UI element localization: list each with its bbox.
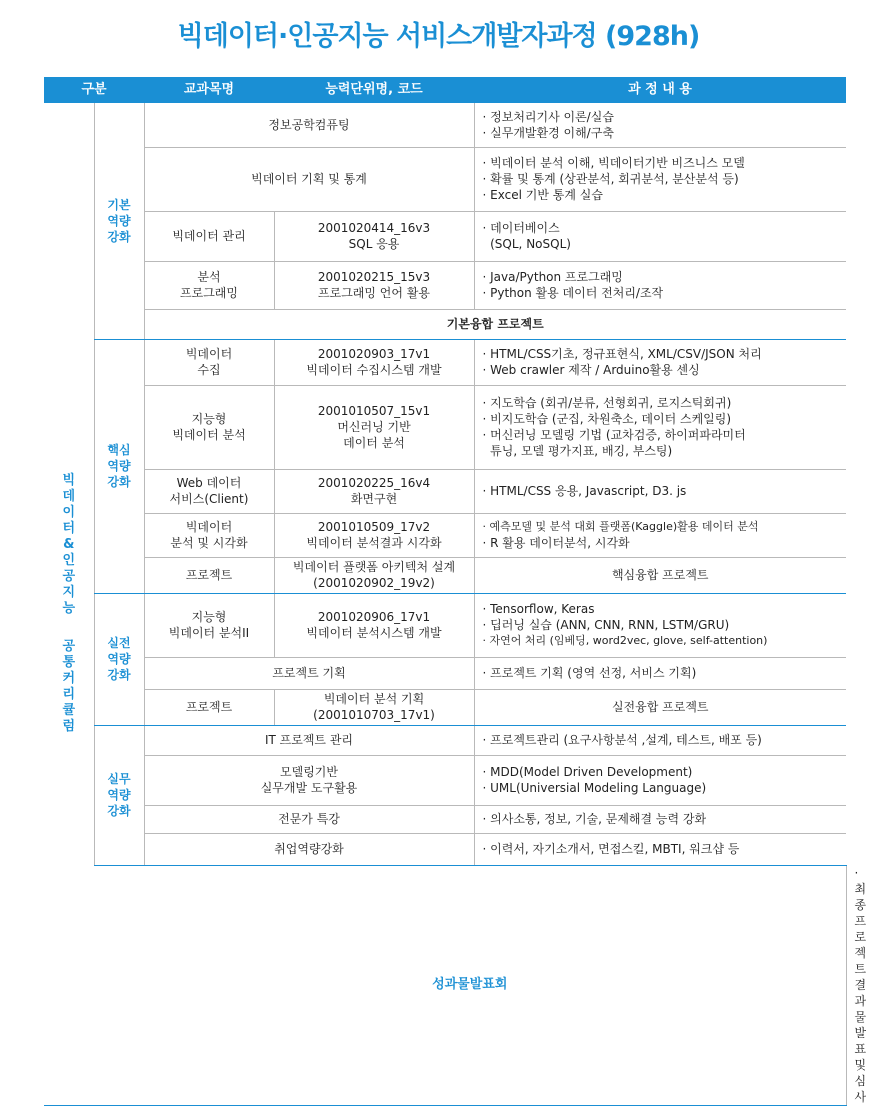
course-content: · HTML/CSS 응용, Javascript, D3. js xyxy=(474,469,846,513)
course-content: · 데이터베이스 (SQL, NoSQL) xyxy=(474,211,846,261)
table-row-final: 성과물발표회 · 최종 프로젝트 결과물 발표 및 심사 xyxy=(44,865,846,1106)
curriculum-table xyxy=(44,77,867,1106)
course-content: · 정보처리기사 이론/실습 · 실무개발환경 이해/구축 xyxy=(474,103,846,147)
course-content: 핵심융합 프로젝트 xyxy=(474,557,846,593)
table-row xyxy=(44,469,846,513)
subject-name: Web 데이터 서비스(Client) xyxy=(144,469,274,513)
course-content: · Java/Python 프로그래밍 · Python 활용 데이터 전처리/조작 xyxy=(474,261,846,309)
unit-code: 빅데이터 분석 기획 (2001010703_17v1) xyxy=(274,689,474,725)
subject-name: 모델링기반 실무개발 도구활용 xyxy=(144,755,474,805)
course-content: · 지도학습 (회귀/분류, 선형회귀, 로지스틱회귀) · 비지도학습 (군집, 차원축소, 데이터 스케일링) · 머신러닝 모델링 기법 (교차검증, 하이퍼파라미터 튜닝, 모델 평가지표, 배깅, 부스팅) xyxy=(474,385,846,469)
unit-code: 2001020225_16v4 화면구현 xyxy=(274,469,474,513)
subject-name: 빅데이터 기획 및 통계 xyxy=(144,147,474,211)
subject-name: IT 프로젝트 관리 xyxy=(144,725,474,755)
unit-code: 2001020906_17v1 빅데이터 분석시스템 개발 xyxy=(274,593,474,657)
table-row xyxy=(44,805,846,833)
subject-name: 정보공학컴퓨팅 xyxy=(144,103,474,147)
table-row xyxy=(44,103,846,147)
table-row xyxy=(44,657,846,689)
subject-name: 프로젝트 기획 xyxy=(144,657,474,689)
subject-name: 지능형 빅데이터 분석 xyxy=(144,385,274,469)
subject-name: 프로젝트 xyxy=(144,557,274,593)
unit-code: 2001020414_16v3 SQL 응용 xyxy=(274,211,474,261)
table-row xyxy=(44,833,846,865)
header-content: 과 정 내 용 xyxy=(474,77,846,103)
table-row xyxy=(44,689,846,725)
table-row xyxy=(44,513,846,557)
table-row xyxy=(44,725,846,755)
table-row xyxy=(44,755,846,805)
header-category: 구분 xyxy=(44,77,144,103)
course-content: · 프로젝트관리 (요구사항분석 ,설계, 테스트, 배포 등) xyxy=(474,725,846,755)
table-row xyxy=(44,385,846,469)
table-row xyxy=(44,339,846,385)
course-content: · 이력서, 자기소개서, 면접스킬, MBTI, 워크샵 등 xyxy=(474,833,846,865)
section-label-basic: 기본 역량 강화 xyxy=(94,103,144,339)
table-row xyxy=(44,261,846,309)
section-label-job: 실무 역량 강화 xyxy=(94,725,144,865)
course-content: · 예측모델 및 분석 대회 플랫폼(Kaggle)활용 데이터 분석 · R 활용 데이터분석, 시각화 xyxy=(474,513,846,557)
unit-code: 2001020903_17v1 빅데이터 수집시스템 개발 xyxy=(274,339,474,385)
table-row xyxy=(44,147,846,211)
page-title: 빅데이터·인공지능 서비스개발자과정 (928h) xyxy=(177,21,700,52)
table-row xyxy=(44,593,846,657)
section-label-core: 핵심 역량 강화 xyxy=(94,339,144,593)
unit-code: 2001010509_17v2 빅데이터 분석결과 시각화 xyxy=(274,513,474,557)
course-content: · 의사소통, 정보, 기술, 문제해결 능력 강화 xyxy=(474,805,846,833)
subject-name: 빅데이터 관리 xyxy=(144,211,274,261)
course-content: · MDD(Model Driven Development) · UML(Universial Modeling Language) xyxy=(474,755,846,805)
unit-code: 2001010507_15v1 머신러닝 기반 데이터 분석 xyxy=(274,385,474,469)
main-category-label: 빅 데 이 터 & 인 공 지 능 공 통 커 리 큘 럼 xyxy=(44,103,94,1106)
course-content: · Tensorflow, Keras · 딥러닝 실습 (ANN, CNN, RNN, LSTM/GRU) · 자연어 처리 (임베딩, word2vec, glove, self-attention) xyxy=(474,593,846,657)
subject-name: 빅데이터 분석 및 시각화 xyxy=(144,513,274,557)
table-row xyxy=(44,557,846,593)
course-content: · 빅데이터 분석 이해, 빅데이터기반 비즈니스 모델 · 확률 및 통계 (상관분석, 회귀분석, 분산분석 등) · Excel 기반 통계 실습 xyxy=(474,147,846,211)
subject-name: 취업역량강화 xyxy=(144,833,474,865)
final-presentation-label: 성과물발표회 xyxy=(94,865,846,1106)
table-row xyxy=(44,309,846,339)
subject-name: 빅데이터 수집 xyxy=(144,339,274,385)
project-label: 기본융합 프로젝트 xyxy=(144,309,846,339)
subject-name: 프로젝트 xyxy=(144,689,274,725)
header-subject: 교과목명 xyxy=(144,77,274,103)
header-unit: 능력단위명, 코드 xyxy=(274,77,474,103)
table-header xyxy=(44,77,846,103)
table-row xyxy=(44,211,846,261)
subject-name: 분석 프로그래밍 xyxy=(144,261,274,309)
subject-name: 전문가 특강 xyxy=(144,805,474,833)
course-content: · 프로젝트 기획 (영역 선정, 서비스 기획) xyxy=(474,657,846,689)
course-content: 실전융합 프로젝트 xyxy=(474,689,846,725)
course-content: · HTML/CSS기초, 정규표현식, XML/CSV/JSON 처리 · Web crawler 제작 / Arduino활용 센싱 xyxy=(474,339,846,385)
subject-name: 지능형 빅데이터 분석II xyxy=(144,593,274,657)
unit-code: 2001020215_15v3 프로그래밍 언어 활용 xyxy=(274,261,474,309)
unit-code: 빅데이터 플랫폼 아키텍처 설계 (2001020902_19v2) xyxy=(274,557,474,593)
section-label-practical: 실전 역량 강화 xyxy=(94,593,144,725)
